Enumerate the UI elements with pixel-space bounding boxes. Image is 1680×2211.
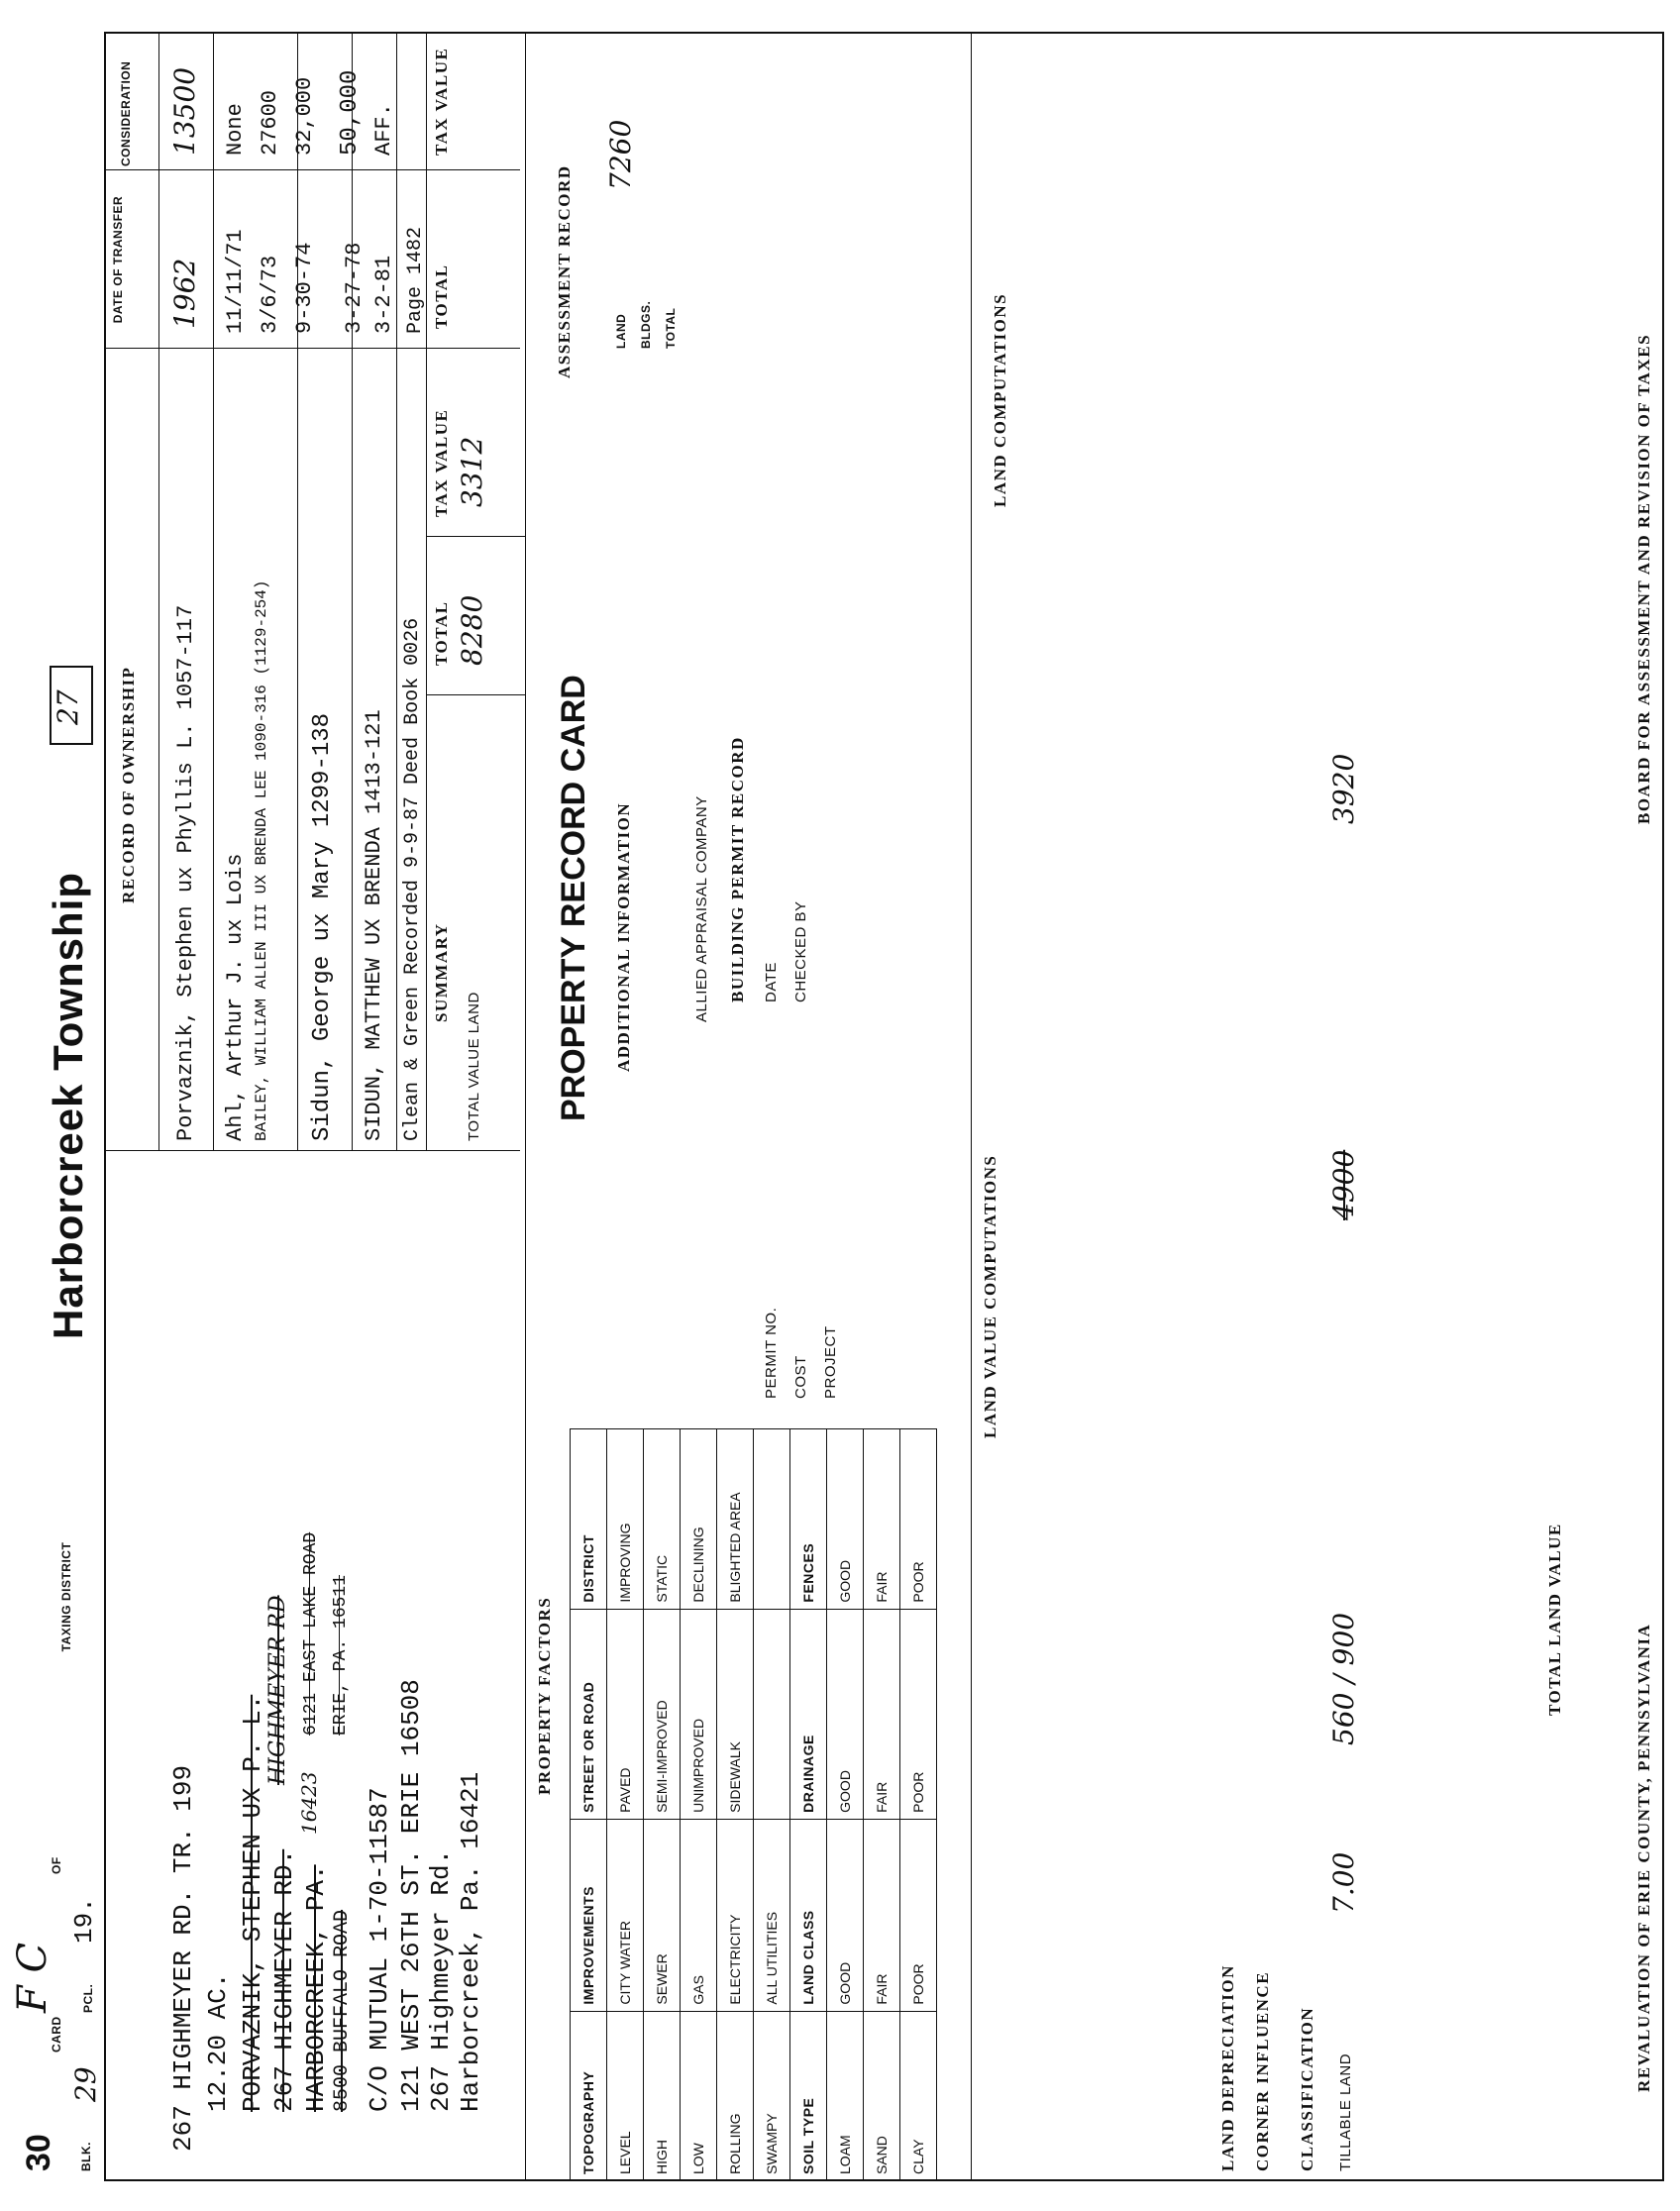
property-factors-heading: PROPERTY FACTORS xyxy=(535,1596,554,1795)
new-total: 3920 xyxy=(1327,753,1360,824)
land-value-heading: LAND VALUE COMPUTATIONS xyxy=(981,1154,999,1438)
cost-label: COST xyxy=(792,1355,809,1399)
address-line: 267 HIGHMEYER RD. TR. 199 xyxy=(168,1764,198,2152)
street-heading: STREET OR ROAD xyxy=(571,1609,607,1819)
summary-total: 8280 xyxy=(456,594,488,666)
handwritten-number: 16423 xyxy=(297,1771,321,1835)
consideration-value: 27600 xyxy=(258,89,282,156)
factor-cell: FAIR xyxy=(864,1819,900,2011)
page-box-number: 27 xyxy=(52,689,84,725)
mutual-line: C/O MUTUAL 1-70-11587 xyxy=(365,1787,394,2112)
factor-cell: GAS xyxy=(681,1819,717,2011)
factor-cell: ELECTRICITY xyxy=(717,1819,754,2011)
blk-value: 29 xyxy=(69,2066,102,2102)
fences-heading: FENCES xyxy=(790,1429,827,1610)
assessment-label: LAND xyxy=(614,313,628,349)
allied-appraisal: ALLIED APPRAISAL COMPANY xyxy=(693,795,710,1022)
drainage-heading: DRAINAGE xyxy=(790,1609,827,1819)
crossed-note-3: ERIE, PA. 16511 xyxy=(331,1574,351,1736)
class-row: TILLABLE LAND xyxy=(1337,2053,1354,2171)
land-computations-heading: LAND COMPUTATIONS xyxy=(991,292,1009,507)
summary-tax-heading: TAX VALUE xyxy=(432,408,451,517)
card-code: F C xyxy=(10,1942,55,2013)
factor-cell: ROLLING xyxy=(717,2011,754,2180)
project-label: PROJECT xyxy=(822,1325,839,1399)
factor-cell: SAND xyxy=(864,2011,900,2180)
owner-entry: Clean & Green Recorded 9-9-87 Deed Book 0026 xyxy=(401,617,424,1141)
factor-cell: GOOD xyxy=(827,1429,864,1610)
owner-entry: Sidun, George ux Mary 1299-138 xyxy=(309,712,336,1141)
pcl-value: 19. xyxy=(69,1897,99,1944)
assessment-heading: ASSESSMENT RECORD xyxy=(555,164,574,378)
classification-heading: CLASSIFICATION xyxy=(1298,2006,1316,2171)
footer-left: REVALUATION OF ERIE COUNTY, PENNSYLVANIA xyxy=(1634,1623,1653,2092)
buffalo-line-crossed: 8500 BUFFALO ROAD xyxy=(331,1909,354,2112)
factor-cell: LOW xyxy=(681,2011,717,2180)
transfer-date: 3/6/73 xyxy=(258,255,282,334)
owner-line-crossed: PORVAZNIK, STEPHEN UX P. L. xyxy=(238,1694,267,2112)
owner-entry: BAILEY, WILLIAM ALLEN III UX BRENDA LEE 1090-316 (1129-254) xyxy=(253,579,270,1141)
acreage-line: 12.20 AC. xyxy=(203,1972,233,2112)
township-title: Harborcreek Township xyxy=(45,872,91,1339)
west-26th-line: 121 WEST 26TH ST. ERIE 16508 xyxy=(396,1679,426,2112)
transfer-date: 11/11/71 xyxy=(223,229,248,334)
factor-cell: GOOD xyxy=(827,1819,864,2011)
corner-influence-label: CORNER INFLUENCE xyxy=(1253,1970,1272,2171)
consideration-value: 13500 xyxy=(168,66,201,156)
summary-total-heading: TOTAL xyxy=(432,600,451,666)
factor-cell: DECLINING xyxy=(681,1429,717,1610)
district-heading: DISTRICT xyxy=(571,1429,607,1610)
factor-cell: IMPROVING xyxy=(607,1429,644,1610)
crossed-note-2: 6121 EAST LAKE ROAD xyxy=(301,1531,321,1736)
taxing-district-label: TAXING DISTRICT xyxy=(59,1541,73,1652)
factor-cell: ALL UTILITIES xyxy=(754,1819,790,2011)
summary-label: TOTAL VALUE LAND xyxy=(466,992,482,1141)
factor-cell: POOR xyxy=(900,1429,937,1610)
transfer-date: 3-27-78 xyxy=(342,242,367,334)
ownership-heading: RECORD OF OWNERSHIP xyxy=(119,666,138,903)
card-label: CARD xyxy=(50,2016,63,2053)
harborcreek-line: Harborcreek, Pa. 16421 xyxy=(456,1771,485,2112)
consideration-value: None xyxy=(223,103,248,156)
assessment-total-heading: TOTAL xyxy=(432,263,451,329)
factor-cell: SEWER xyxy=(644,1819,681,2011)
topography-heading: TOPOGRAPHY xyxy=(571,2011,607,2180)
factor-cell: UNIMPROVED xyxy=(681,1609,717,1819)
old-total: 4900 xyxy=(1327,1149,1360,1220)
consideration-value: AFF. xyxy=(371,103,396,156)
factor-cell: STATIC xyxy=(644,1429,681,1610)
factor-cell: SEMI-IMPROVED xyxy=(644,1609,681,1819)
district-number: 30 xyxy=(20,2134,57,2171)
factor-cell: FAIR xyxy=(864,1429,900,1610)
factor-cell: BLIGHTED AREA xyxy=(717,1429,754,1610)
additional-info-heading: ADDITIONAL INFORMATION xyxy=(614,801,633,1072)
record-card-title: PROPERTY RECORD CARD xyxy=(555,675,592,1121)
consideration-heading: CONSIDERATION xyxy=(119,60,133,166)
street-line-crossed: 267 HIGHMEYER RD. xyxy=(269,1848,299,2112)
factor-cell: SIDEWALK xyxy=(717,1609,754,1819)
factor-cell: POOR xyxy=(900,1609,937,1819)
building-permit-heading: BUILDING PERMIT RECORD xyxy=(728,736,747,1002)
crossed-note: HIGHMEYER RD xyxy=(265,1595,290,1785)
summary-tax: 3312 xyxy=(456,436,488,507)
transfer-date: 1962 xyxy=(168,258,201,329)
land-class-heading: LAND CLASS xyxy=(790,1819,827,2011)
summary-heading: SUMMARY xyxy=(432,922,451,1022)
city-line-crossed: HARBORCREEK, PA. xyxy=(301,1864,331,2112)
highmeyer-line: 267 Highmeyer Rd. xyxy=(426,1848,456,2112)
blk-label: BLK. xyxy=(79,2142,93,2171)
permit-date-label: DATE xyxy=(763,962,780,1002)
factor-cell: GOOD xyxy=(827,1609,864,1819)
owner-entry: Porvaznik, Stephen ux Phyllis L. 1057-117 xyxy=(173,604,198,1141)
factor-cell xyxy=(754,1609,790,1819)
improvements-heading: IMPROVEMENTS xyxy=(571,1819,607,2011)
owner-entry: SIDUN, MATTHEW UX BRENDA 1413-121 xyxy=(362,709,386,1141)
transfer-date: 3-2-81 xyxy=(371,255,396,334)
factor-cell: LEVEL xyxy=(607,2011,644,2180)
date-of-transfer-heading: DATE OF TRANSFER xyxy=(111,195,125,324)
transfer-date: Page 1482 xyxy=(404,226,427,334)
factor-cell: POOR xyxy=(900,1819,937,2011)
assessment-label: TOTAL xyxy=(664,307,678,349)
consideration-value: 50,000 xyxy=(337,69,364,156)
factor-cell xyxy=(754,1429,790,1610)
soil-heading: SOIL TYPE xyxy=(790,2011,827,2180)
permit-no-label: PERMIT NO. xyxy=(763,1307,780,1399)
factor-cell: CITY WATER xyxy=(607,1819,644,2011)
factor-cell: LOAM xyxy=(827,2011,864,2180)
of-label: OF xyxy=(50,1856,63,1874)
pcl-label: PCL. xyxy=(81,1983,95,2013)
factor-cell: FAIR xyxy=(864,1609,900,1819)
rate-value: 560 / 900 xyxy=(1327,1612,1360,1745)
checked-by-label: CHECKED BY xyxy=(792,900,809,1002)
assessment-tax-heading: TAX VALUE xyxy=(432,47,451,156)
transfer-date: 9-30-74 xyxy=(292,242,317,334)
total-land-value-label: TOTAL LAND VALUE xyxy=(1545,1523,1564,1716)
assessment-label: BLDGS. xyxy=(639,300,653,349)
factor-cell: CLAY xyxy=(900,2011,937,2180)
acres-value: 7.00 xyxy=(1327,1851,1360,1914)
property-factors-table xyxy=(570,1428,937,2181)
owner-entry: Ahl, Arthur J. ux Lois xyxy=(223,853,248,1141)
footer-right: BOARD FOR ASSESSMENT AND REVISION OF TAXES xyxy=(1634,333,1653,824)
consideration-value: 32,000 xyxy=(292,76,317,156)
factor-cell: SWAMPY xyxy=(754,2011,790,2180)
assessment-value: 7260 xyxy=(604,119,637,190)
factor-cell: HIGH xyxy=(644,2011,681,2180)
land-depreciation-label: LAND DEPRECIATION xyxy=(1218,1964,1237,2171)
factor-cell: PAVED xyxy=(607,1609,644,1819)
